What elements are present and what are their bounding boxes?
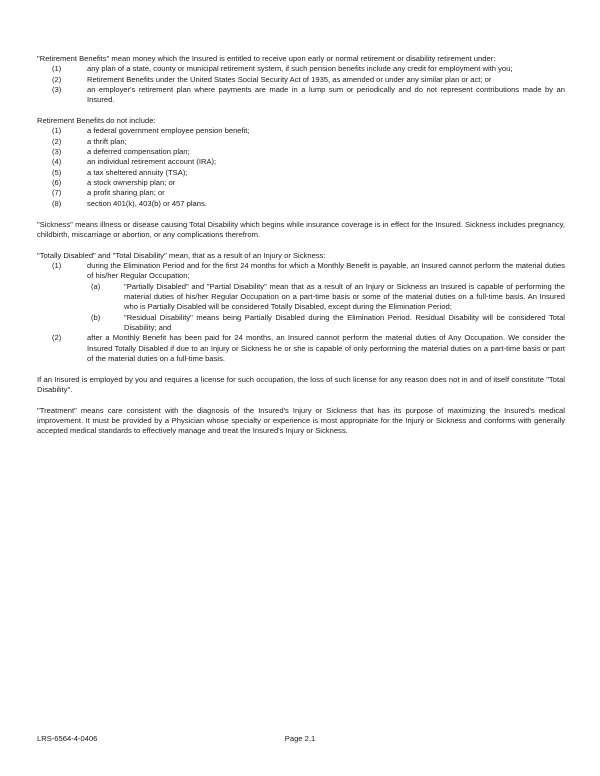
totally-disabled-list: [37, 261, 565, 364]
treatment-paragraph: "Treatment" means care consistent with the diagnosis of the Insured's Injury or Sickness that has its purpose of maximizing the Insured's medical improvement. It must be provided by a Physician whose specialty or experience is most appropriate for the Injury or Sickness and conforms with generally accepted medical standards to effectively manage and treat the Insured's Injury or Sickness.: [37, 405, 565, 436]
list-item-text: a federal government employee pension benefit;: [87, 126, 250, 136]
list-marker: (2): [52, 333, 62, 343]
list-item: [52, 137, 565, 147]
paragraph-spacer: [37, 240, 565, 250]
document-body: [37, 54, 565, 437]
list-item-text: an individual retirement account (IRA);: [87, 157, 217, 167]
sub-list-item-text: "Partially Disabled" and "Partial Disability" mean that as a result of an Injury or Sickness an Insured is capable of performing the material duties of his/her Regular Occupation on a part-time basis or some of the material duties on a full-time basis. An Insured who is Partially Disabled will be considered Totally Disabled, except during the Elimination Period;: [124, 281, 565, 312]
list-marker: (2): [52, 136, 62, 146]
page-number: Page 2.1: [284, 734, 316, 743]
list-item-text: a thrift plan;: [87, 136, 127, 146]
list-item: [52, 64, 565, 74]
list-item: [52, 75, 565, 85]
sickness-paragraph: "Sickness" means illness or disease causing Total Disability which begins while insurance coverage is in effect for the Insured. Sickness includes pregnancy, childbirth, miscarriage or abortion, or any complications therefrom.: [37, 219, 565, 239]
sub-list-item-text: "Residual Disability" means being Partially Disabled during the Elimination Period. Residual Disability will be considered Total Disability; and: [124, 312, 565, 332]
list-item: [52, 147, 565, 157]
list-item-text: Retirement Benefits under the United States Social Security Act of 1935, as amended or under any similar plan or act; or: [87, 74, 492, 84]
list-item-text: after a Monthly Benefit has been paid for 24 months, an Insured cannot perform the material duties of Any Occupation. We consider the Insured Totally Disabled if due to an Injury or Sickness he or she is capable of only performing the material duties on a part-time basis or part of the material duties on a full-time basis.: [87, 333, 565, 363]
list-item: [52, 157, 565, 167]
list-item: [52, 126, 565, 136]
paragraph-spacer: [37, 395, 565, 405]
retirement-exclusions-list: [37, 126, 565, 209]
paragraph-spacer: [37, 106, 565, 116]
list-marker: (8): [52, 198, 62, 208]
retirement-benefits-intro: "Retirement Benefits" mean money which the Insured is entitled to receive upon early or normal retirement or disability retirement under:: [37, 54, 496, 63]
list-item-text: section 401(k), 403(b) or 457 plans.: [87, 198, 207, 208]
retirement-exclusions-intro: Retirement Benefits do not include:: [37, 116, 156, 126]
list-item: [52, 333, 565, 364]
list-marker: (5): [52, 167, 62, 177]
list-marker: (1): [52, 126, 62, 136]
list-item: [52, 188, 565, 198]
list-marker: (3): [52, 85, 62, 95]
list-marker: (1): [52, 260, 62, 270]
sub-list-item: [91, 282, 565, 313]
list-item: [52, 178, 565, 188]
form-number: LRS-6564-4-0406: [37, 734, 98, 743]
paragraph-spacer: [37, 364, 565, 374]
list-item-text: a tax sheltered annuity (TSA);: [87, 167, 188, 177]
list-item-text: a stock ownership plan; or: [87, 178, 176, 188]
list-marker: (6): [52, 178, 62, 188]
list-item: [52, 199, 565, 209]
list-marker: (2): [52, 74, 62, 84]
list-marker: (a): [91, 281, 101, 291]
list-item: [52, 261, 565, 282]
sub-list-item: [91, 313, 565, 334]
list-marker: (3): [52, 147, 62, 157]
list-item-text: an employer's retirement plan where payments are made in a lump sum or periodically and do not represent contributions made by an Insured.: [87, 85, 565, 105]
list-marker: (b): [91, 312, 101, 322]
retirement-benefits-list: [37, 64, 565, 105]
page-footer: [0, 734, 600, 748]
paragraph-spacer: [37, 209, 565, 219]
list-item: [52, 85, 565, 106]
totally-disabled-intro: "Totally Disabled" and "Total Disability" mean, that as a result of an Injury or Sickness:: [37, 250, 326, 260]
list-marker: (1): [52, 64, 62, 74]
license-loss-paragraph: If an Insured is employed by you and requires a license for such occupation, the loss of such license for any reason does not in and of itself constitute "Total Disability".: [37, 374, 565, 394]
list-marker: (7): [52, 188, 62, 198]
list-item-text: a profit sharing plan; or: [87, 188, 165, 198]
list-item: [52, 168, 565, 178]
list-item-text: a deferred compensation plan;: [87, 147, 190, 157]
list-marker: (4): [52, 157, 62, 167]
list-item-text: during the Elimination Period and for the first 24 months for which a Monthly Benefit is payable, an Insured cannot perform the material duties of his/her Regular Occupation;: [87, 260, 565, 281]
list-item-text: any plan of a state, county or municipal retirement system, if such pension benefits include any credit for employment with you;: [87, 64, 513, 74]
